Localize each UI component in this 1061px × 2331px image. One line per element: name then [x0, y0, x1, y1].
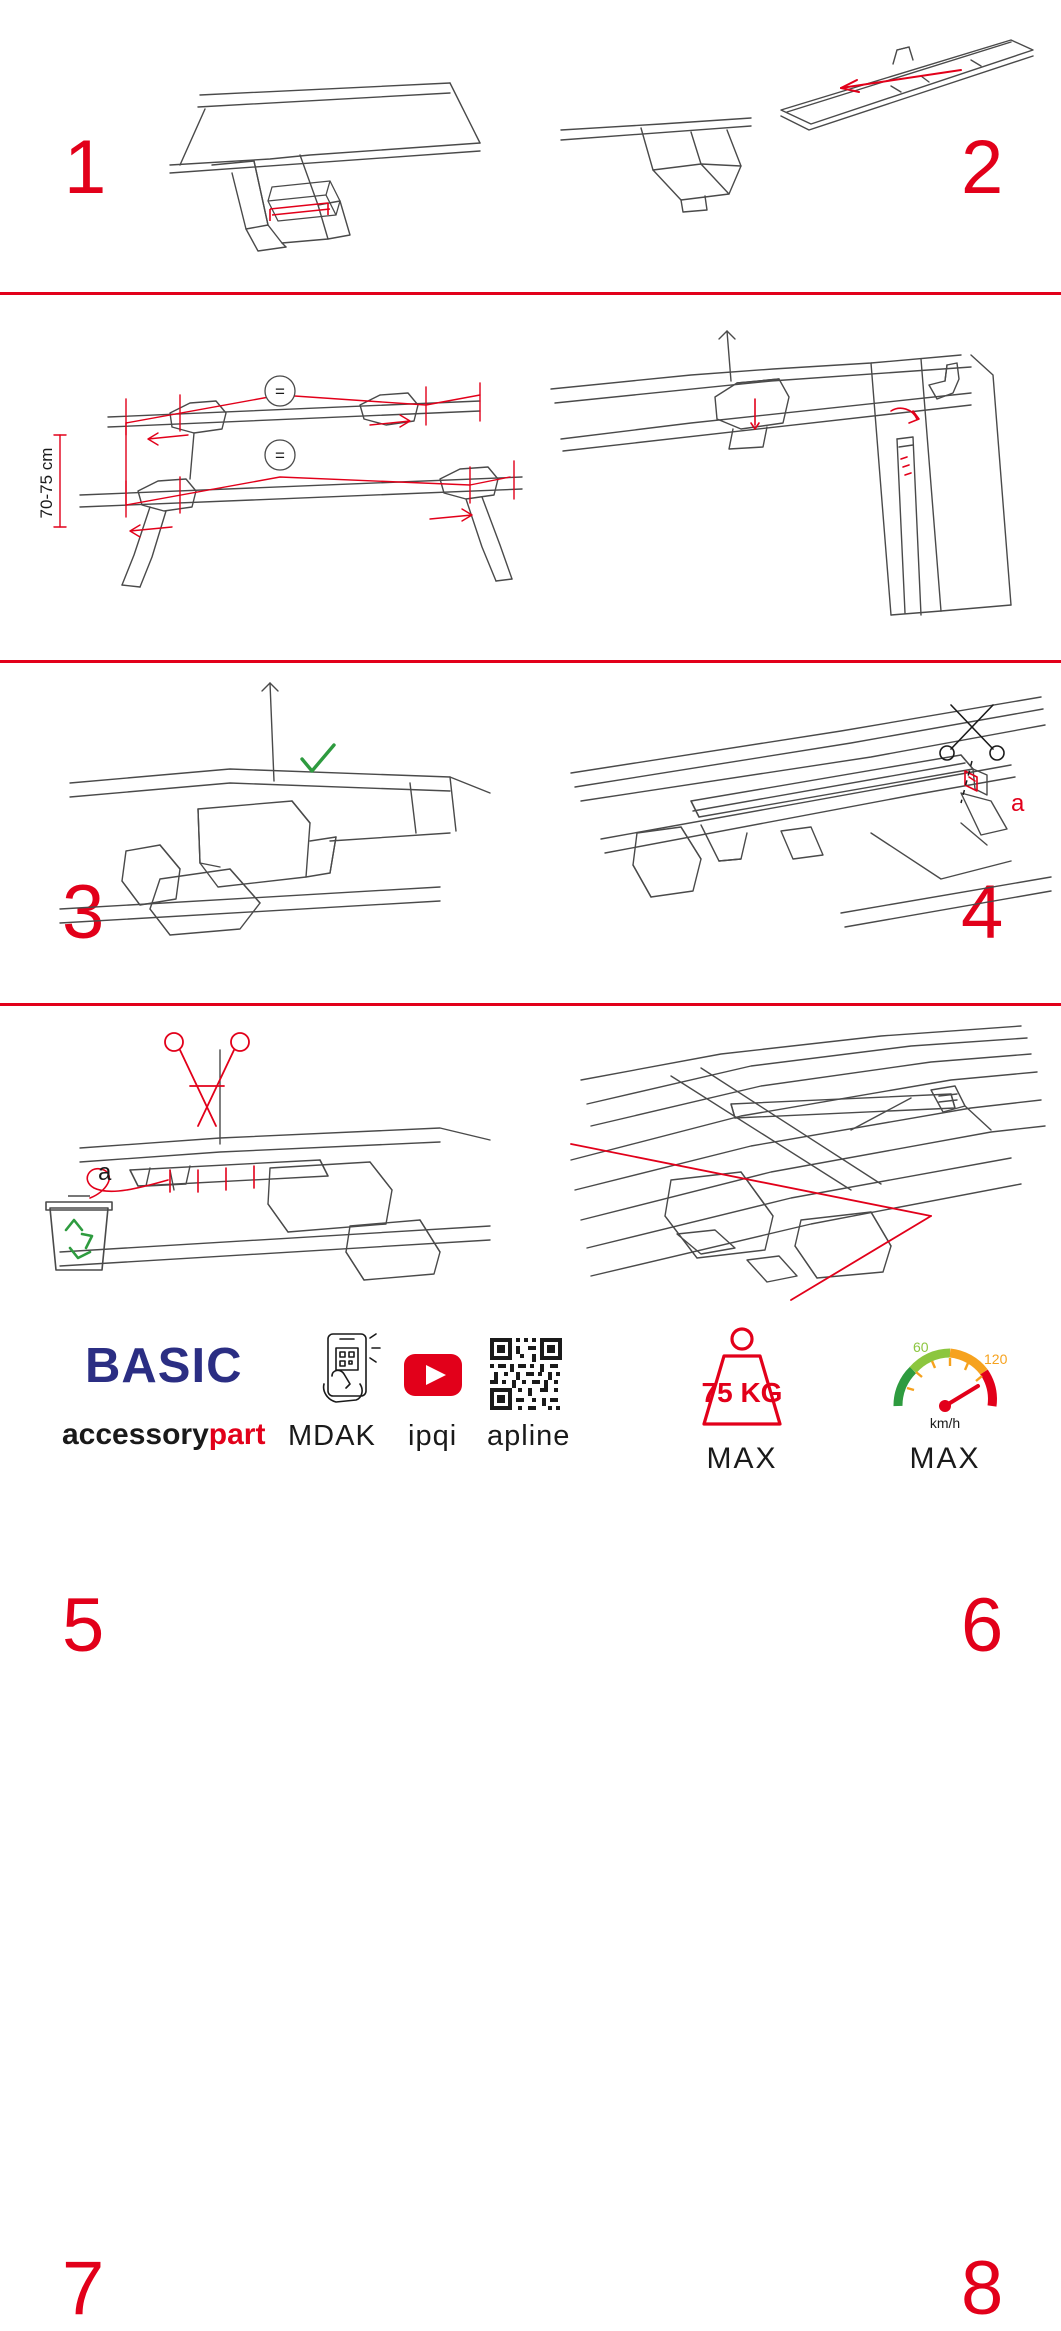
max-weight-value: 75 KG [701, 1377, 783, 1408]
step-2-number: 2 [961, 125, 1003, 210]
ipqi-label: ipqi [408, 1420, 458, 1452]
panel-step-3 [0, 295, 530, 955]
panel-step-4 [531, 295, 1061, 955]
step-7-illustration [20, 1020, 510, 1290]
accessorypart-logo [62, 1418, 265, 1452]
panel-step-1 [0, 0, 530, 292]
step-7-number: 7 [62, 2246, 104, 2331]
max-speed-icon [880, 1322, 1010, 1439]
step-1-number: 1 [64, 125, 106, 210]
speed-tick-120: 120 [984, 1351, 1008, 1367]
scissors-icon [940, 705, 1004, 760]
step-7-part-label: a [98, 1159, 112, 1186]
youtube-icon[interactable] [404, 1354, 462, 1401]
step-4-illustration [541, 315, 1051, 635]
step-4-number: 4 [961, 870, 1003, 955]
step-1-illustration [150, 55, 480, 255]
speed-tick-60: 60 [913, 1339, 929, 1355]
accessorypart-first: accessory [62, 1418, 209, 1451]
step-3-measure-label: 70-75 cm [37, 447, 56, 519]
svg-text:=: = [275, 382, 285, 401]
scissors-icon [165, 1033, 249, 1126]
panel-step-2 [531, 0, 1061, 292]
accessorypart-second: part [208, 1418, 266, 1451]
max-speed-label: MAX [909, 1442, 981, 1475]
step-3-illustration [30, 335, 540, 595]
max-weight-icon [678, 1324, 806, 1439]
step-5-illustration [30, 673, 510, 953]
step-6-number: 6 [961, 1583, 1003, 1668]
step-6-part-label: a [1011, 790, 1025, 817]
brand-bar [0, 1310, 1061, 1500]
step-8-illustration [551, 1020, 1051, 1300]
step-6-illustration [541, 683, 1051, 953]
speed-unit: km/h [929, 1415, 961, 1431]
step-5-number: 5 [62, 1583, 104, 1668]
apline-label: apline [487, 1420, 571, 1452]
qr-code-icon [488, 1336, 564, 1417]
qr-scan-phone-icon [310, 1330, 382, 1421]
basic-logo [85, 1338, 242, 1394]
svg-text:=: = [275, 446, 285, 465]
step-8-number: 8 [961, 2246, 1003, 2331]
step-3-number: 3 [62, 870, 104, 955]
max-weight-label: MAX [706, 1442, 778, 1475]
mdak-label: MDAK [288, 1420, 376, 1452]
basic-wordmark: BASIC [85, 1339, 243, 1393]
